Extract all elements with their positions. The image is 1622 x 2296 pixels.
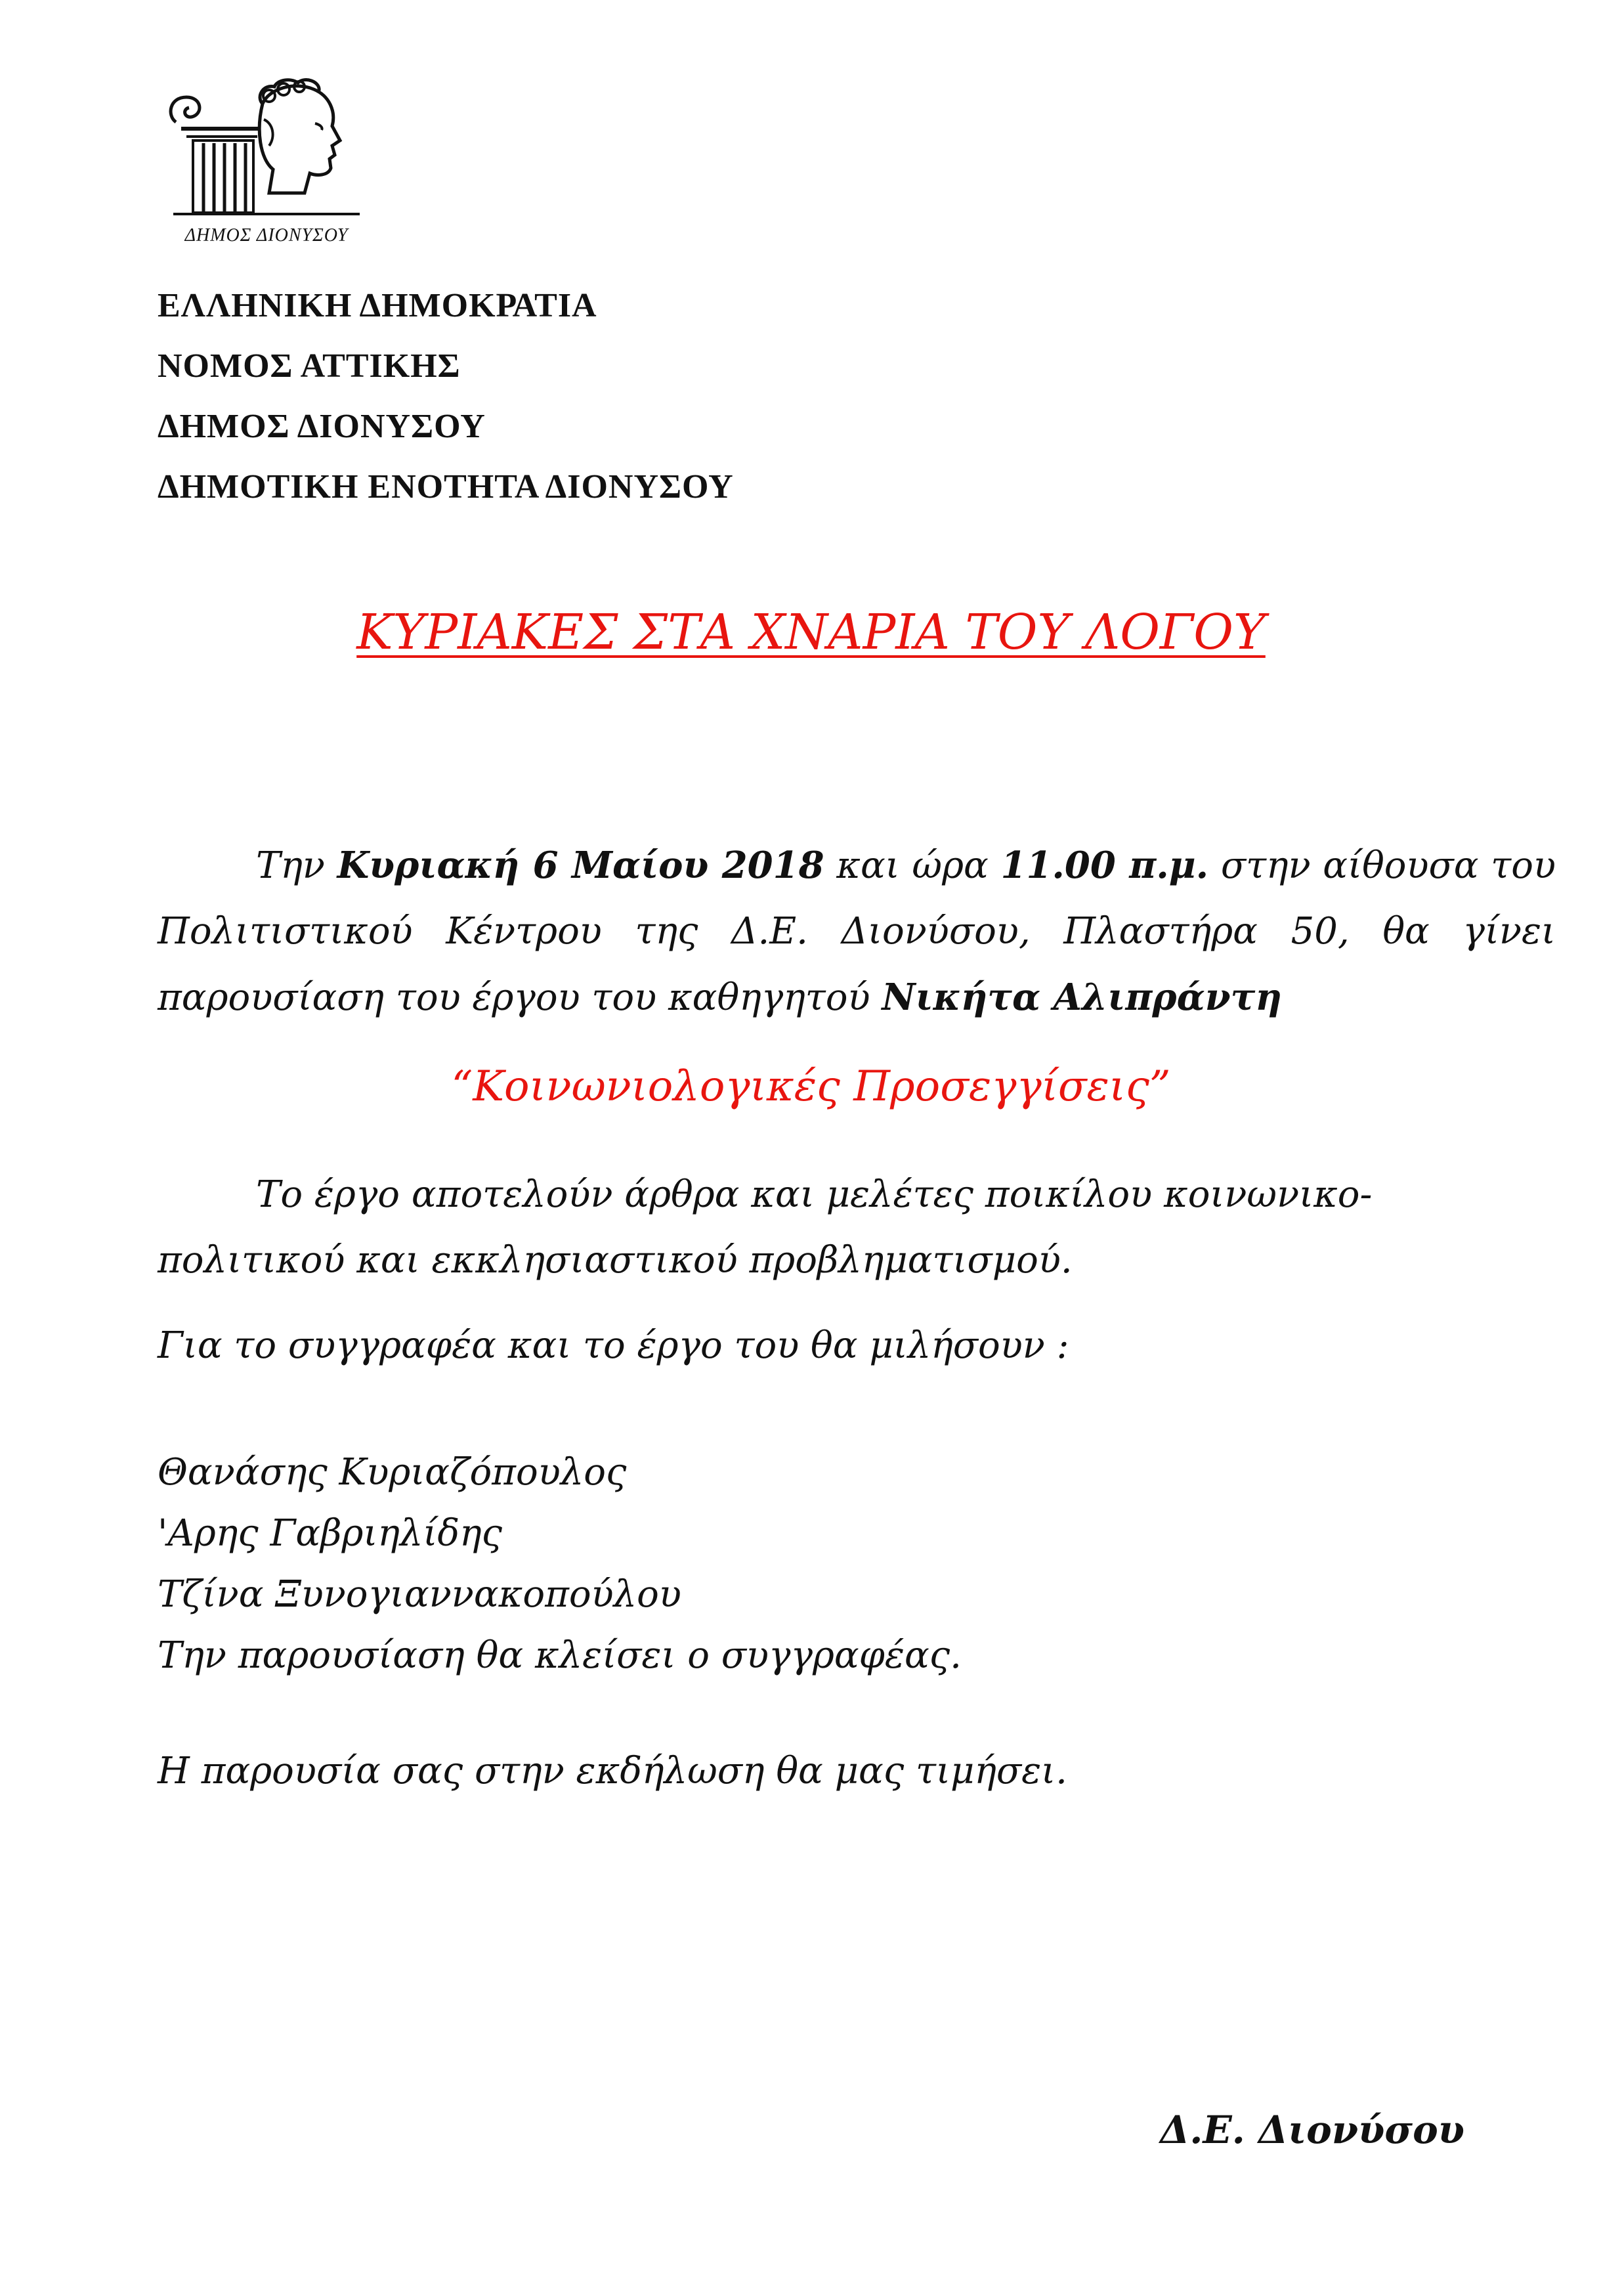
header-line-municipality: ΔΗΜΟΣ ΔΙΟΝΥΣΟΥ (158, 408, 486, 445)
logo-caption: ΔΗΜΟΣ ΔΙΟΝΥΣΟΥ (184, 225, 349, 246)
speakers-list (158, 1442, 962, 1686)
event-date: Κυριακή 6 Μαίου 2018 (337, 844, 824, 887)
speakers-intro: Για το συγγραφέα και το έργο του θα μιλήσουν : (158, 1324, 1069, 1367)
announcement-text-2: και ώρα (824, 844, 1001, 887)
book-description: Το έργο αποτελούν άρθρα και μελέτες ποικίλου κοινωνικο-πολιτικού και εκκλησιαστικού προβληματισμού. (158, 1173, 1373, 1282)
book-title: “Κοινωνιολογικές Προσεγγίσεις” (451, 1062, 1171, 1111)
speaker-item: Τζίνα Ξυνογιαννακοπούλου (158, 1573, 681, 1616)
authority-header (158, 276, 734, 517)
event-time: 11.00 π.μ. (1000, 844, 1209, 887)
announcement-text-1: Την (256, 844, 337, 887)
header-line-prefecture: ΝΟΜΟΣ ΑΤΤΙΚΗΣ (158, 347, 461, 385)
speaker-item: 'Αρης Γαβριηλίδης (158, 1512, 503, 1555)
closing-sentence: Η παρουσία σας στην εκδήλωση θα μας τιμήσει. (158, 1750, 1067, 1792)
dionysus-emblem-icon (164, 77, 369, 222)
header-line-unit: ΔΗΜΟΤΙΚΗ ΕΝΟΤΗΤΑ ΔΙΟΝΥΣΟΥ (158, 468, 734, 506)
closing-remark: Την παρουσίαση θα κλείσει ο συγγραφέας. (158, 1634, 962, 1677)
signature: Δ.Ε. Διονύσου (1160, 2108, 1464, 2152)
event-series-title: ΚΥΡΙΑΚΕΣ ΣΤΑ ΧΝΑΡΙΑ ΤΟΥ ΛΟΓΟΥ (356, 604, 1266, 661)
announcement-text-3: στην αίθουσα του Πολιτιστικού Κέντρου της Δ.Ε. Διονύσου, Πλαστήρα 50, θα γίνει παρουσίαση του έργου του καθηγητού (158, 844, 1556, 1019)
announcement-paragraph (158, 833, 1556, 1031)
municipality-logo (164, 77, 369, 268)
header-line-republic: ΕΛΛΗΝΙΚΗ ΔΗΜΟΚΡΑΤΙΑ (158, 287, 597, 324)
author-name: Νικήτα Αλιπράντη (882, 976, 1282, 1019)
speaker-item: Θανάσης Κυριαζόπουλος (158, 1451, 627, 1494)
